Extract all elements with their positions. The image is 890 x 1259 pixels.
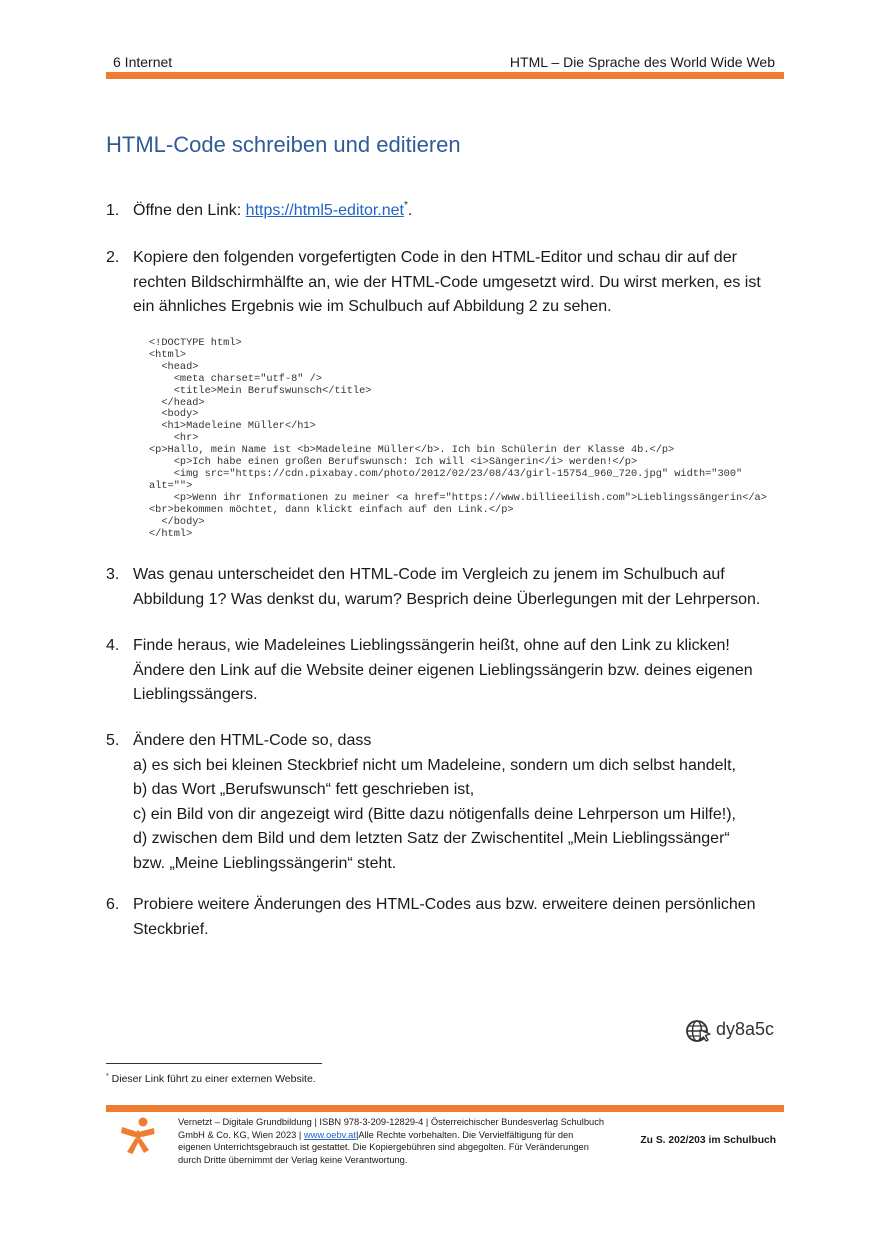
task-intro: Ändere den HTML-Code so, dass (133, 732, 372, 749)
task-number: 5. (106, 732, 120, 749)
task-sub-c: c) ein Bild von dir angezeigt wird (Bitte dazu nötigenfalls deine Lehrperson um Hilfe!), (133, 805, 736, 823)
topic-label: HTML – Die Sprache des World Wide Web (509, 54, 775, 70)
task-sub-d: d) zwischen dem Bild und dem letzten Satz der Zwischentitel „Mein Lieblingssänger“ (133, 830, 730, 847)
publisher-link[interactable]: www.oebv.at (303, 1129, 356, 1140)
html-code-block: <!DOCTYPE html> <html> <head> <meta charset="utf-8" /> <title>Mein Berufswunsch</title> </head> <body> <h1>Madeleine Müller</h1> <hr> <p>Hallo, mein Name ist <b>Madeleine Müller</b>. Ich bin Schülerin der Klasse 4b.</p> <p>Ich habe einen großen Berufswunsch: Ich will <i>Sängerin</i> werden!</p> <img src="https://cdn.pixabay.com/photo/2012/02/23/08/43/girl-15754_960_720.jpg" width="300" alt=""> <p>Wenn ihr Informationen zu meiner <a href="https://www.billieeilish.com">Lieblingssängerin</a> <br>bekommen möchtet, dann klickt einfach auf den Link.</p> </body> </html> (149, 337, 767, 540)
task-5 (106, 729, 782, 876)
page-title: HTML-Code schreiben und editieren (106, 132, 461, 157)
header-rule (106, 72, 784, 79)
footnote (106, 1073, 316, 1085)
task-1 (106, 199, 782, 224)
editor-link[interactable]: https://html5-editor.net (245, 202, 404, 219)
footer-line-4: durch Dritte übernimmt der Verlag keine Verantwortung. (178, 1154, 408, 1165)
task-6 (106, 893, 782, 942)
task-text: Kopiere den folgenden vorgefertigten Code in den HTML-Editor und schau dir auf der rechten Bildschirmhälfte an, wie der HTML-Code umgesetzt wird. Du wirst merken, es ist ein ähnliches Ergebnis wie im Schulbuch auf Abbildung 2 zu sehen. (133, 249, 761, 315)
task-text: Was genau unterscheidet den HTML-Code im Vergleich zu jenem im Schulbuch auf Abbildung 1? Was denkst du, warum? Besprich deine Überlegungen mit der Lehrperson. (133, 566, 761, 608)
footer-copyright (178, 1116, 628, 1166)
task-text-end: . (407, 202, 413, 219)
footnote-mark: * (106, 1073, 109, 1080)
task-number: 3. (106, 566, 120, 583)
task-text: Probiere weitere Änderungen des HTML-Codes aus bzw. erweitere deinen persönlichen Steckbrief. (133, 896, 756, 938)
online-code: dy8a5c (716, 1019, 775, 1039)
task-number: 1. (106, 202, 120, 219)
footer-rule (106, 1105, 784, 1112)
chapter-label: 6 Internet (113, 54, 173, 70)
task-number: 4. (106, 637, 120, 654)
footer-line-1: Vernetzt – Digitale Grundbildung | ISBN 978-3-209-12829-4 | Österreichischer Bundesverlag Schulbuch (178, 1117, 605, 1127)
footnote-text: Dieser Link führt zu einer externen Website. (108, 1073, 316, 1085)
task-3 (106, 563, 782, 612)
task-2 (106, 246, 782, 320)
task-number: 6. (106, 896, 120, 913)
footnote-marker: * (403, 200, 408, 211)
task-4 (106, 634, 782, 708)
footnote-rule (106, 1063, 322, 1064)
footer-line-3: eigenen Unterrichtsgebrauch ist gestattet. Die Kopiergebühren sind abgegolten. Für Veränderungen (178, 1142, 589, 1153)
footer-line-2-end: |Alle Rechte vorbehalten. Die Vervielfältigung für den (355, 1129, 574, 1140)
task-text: Finde heraus, wie Madeleines Lieblingssängerin heißt, ohne auf den Link zu klicken! Ändere den Link auf die Website deiner eigenen Lieblingssängerin bzw. deines eigenen Lieblingssängers. (133, 637, 753, 703)
footer-line-2: GmbH & Co. KG, Wien 2023 | (178, 1129, 304, 1140)
page-header (113, 54, 775, 74)
task-sub-b: b) das Wort „Berufswunsch“ fett geschrieben ist, (133, 781, 475, 798)
oebv-logo-icon (118, 1116, 158, 1156)
task-sub-a: a) es sich bei kleinen Steckbrief nicht um Madeleine, sondern um dich selbst handelt, (133, 756, 736, 774)
task-text: Öffne den Link: (133, 202, 246, 219)
textbook-page-ref: Zu S. 202/203 im Schulbuch (640, 1135, 776, 1146)
task-number: 2. (106, 249, 120, 266)
globe-cursor-icon (685, 1018, 711, 1044)
task-sub-d-cont: bzw. „Meine Lieblingssängerin“ steht. (133, 854, 397, 872)
